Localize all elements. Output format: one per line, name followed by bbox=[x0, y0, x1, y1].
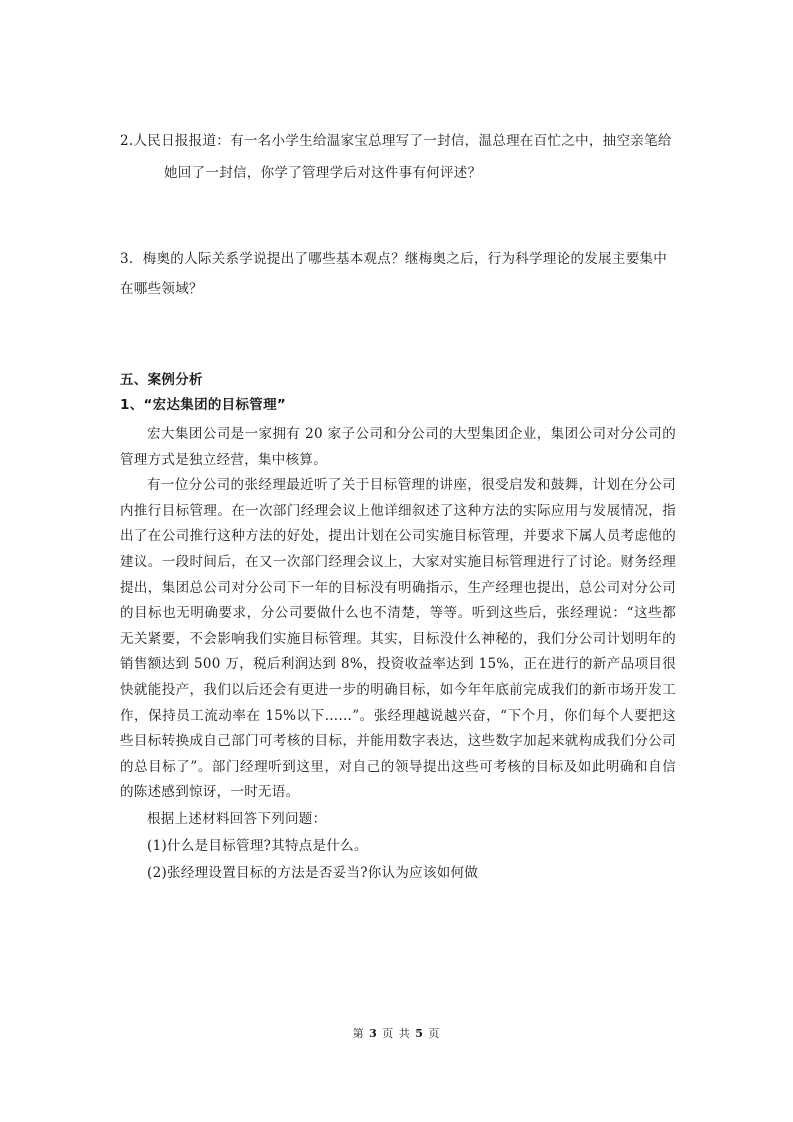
question-3: 3．梅奥的人际关系学说提出了哪些基本观点？继梅奥之后，行为科学理论的发展主要集中在哪些领域？ bbox=[120, 251, 668, 297]
footer-page-number: 3 bbox=[369, 1027, 378, 1040]
case-title: 1、“宏达集团的目标管理” bbox=[120, 397, 287, 413]
sub-question-2: (2)张经理设置目标的方法是否妥当?你认为应该如何做 bbox=[147, 864, 479, 881]
page-footer bbox=[0, 1025, 793, 1041]
case-paragraph-1: 宏大集团公司是一家拥有 20 家子公司和分公司的大型集团企业，集团公司对分公司的管理方式是独立经营，集中核算。 bbox=[120, 426, 676, 468]
section-title: 五、案例分析 bbox=[120, 372, 203, 388]
case-paragraph-2: 有一位分公司的张经理最近听了关于目标管理的讲座，很受启发和鼓舞，计划在分公司内推行目标管理。在一次部门经理会议上他详细叙述了这种方法的实际应用与发展情况，指出了在公司推行这种方法的好处，提出计划在公司实施目标管理，并要求下属人员考虑他的建议。一段时间后，在又一次部门经理会议上，大家对实施目标管理进行了讨论。财务经理提出，集团总公司对分公司下一年的目标没有明确指示，生产经理也提出，总公司对分公司的目标也无明确要求，分公司要做什么也不清楚，等等。听到这些后，张经理说：“这些都无关紧要，不会影响我们实施目标管理。其实，目标没什么神秘的，我们分公司计划明年的销售额达到 500 万，税后利润达到 8%，投资收益率达到 15%，正在进行的新产品项目很快就能投产，我们以后还会有更进一步的明确目标，如今年年底前完成我们的新市场开发工作，保持员工流动率在 15%以下……”。张经理越说越兴奋，“下个月，你们每个人要把这些目标转换成自己部门可考核的目标，并能用数字表达，这些数字加起来就构成我们分公司的总目标了”。部门经理听到这里，对自己的领导提出这些可考核的目标及如此明确和自信的陈述感到惊讶，一时无语。 bbox=[120, 477, 676, 801]
question-2-line-2: 她回了一封信，你学了管理学后对这件事有何评述？ bbox=[164, 165, 482, 181]
footer-total-pages: 5 bbox=[415, 1027, 424, 1040]
footer-prefix: 第 bbox=[352, 1027, 365, 1040]
footer-suffix: 页 bbox=[428, 1027, 441, 1040]
sub-question-1: (1)什么是目标管理?其特点是什么。 bbox=[147, 837, 368, 854]
case-body bbox=[120, 422, 676, 887]
footer-mid: 页 共 bbox=[382, 1027, 411, 1040]
question-2-line-1: 2.人民日报报道：有一名小学生给温家宝总理写了一封信，温总理在百忙之中，抽空亲笔给 bbox=[120, 133, 672, 149]
case-paragraph-3: 根据上述材料回答下列问题： bbox=[147, 810, 327, 827]
